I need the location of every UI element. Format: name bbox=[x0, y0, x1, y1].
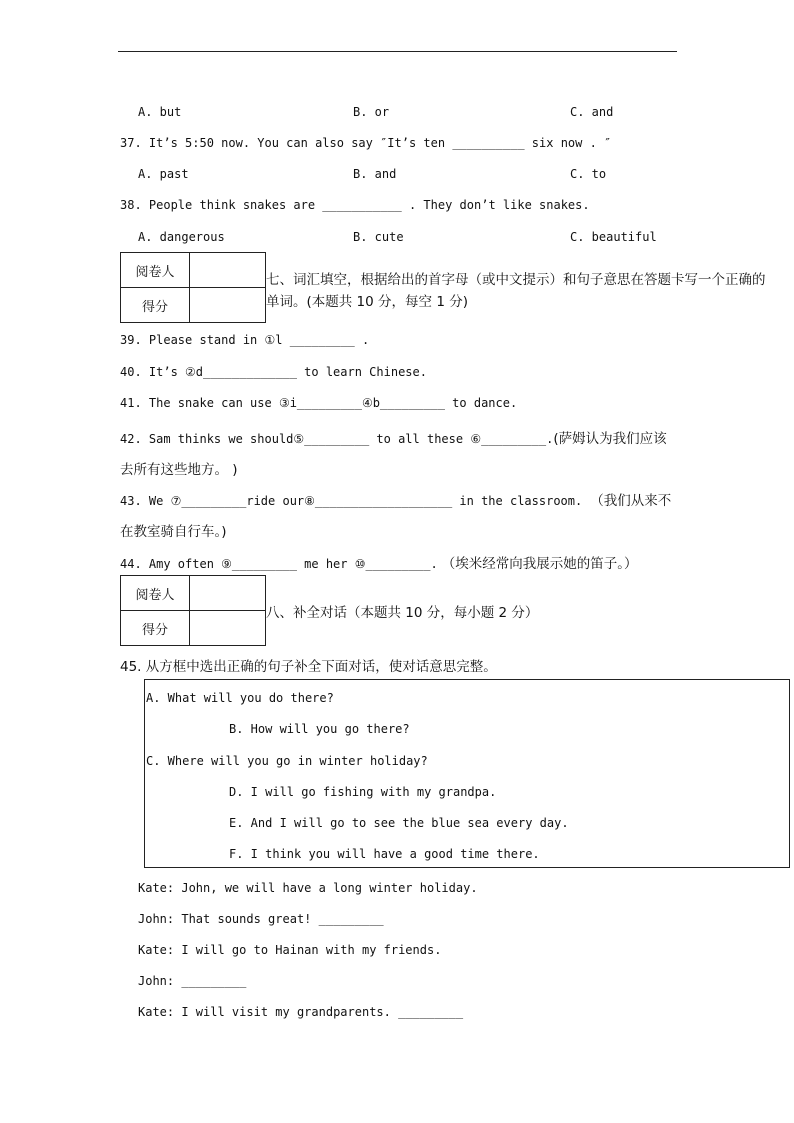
dialogue-line-1: Kate: John, we will have a long winter holiday. bbox=[138, 881, 478, 895]
q43-chinese-part1: （我们从来不 bbox=[590, 493, 672, 509]
q44-question bbox=[120, 552, 637, 572]
section7-title-line2: 单词。(本题共 10 分，每空 1 分) bbox=[266, 294, 468, 310]
dialogue-line-2: John: That sounds great! _________ bbox=[138, 912, 384, 926]
grader-field[interactable] bbox=[190, 253, 266, 288]
q43-question bbox=[120, 489, 671, 509]
q41-question: 41. The snake can use ③i_________④b_________ to dance. bbox=[120, 396, 518, 410]
q44-chinese: （埃米经常向我展示她的笛子。） bbox=[441, 556, 638, 572]
dialogue-line-4: John: _________ bbox=[138, 974, 247, 988]
q44-english: 44. Amy often ⑨_________ me her ⑩_________. bbox=[120, 557, 438, 571]
header-rule bbox=[118, 51, 677, 52]
dialogue-line-3: Kate: I will go to Hainan with my friends. bbox=[138, 943, 442, 957]
q45-options-box bbox=[144, 679, 790, 868]
q37-question: 37. It’s 5:50 now. You can also say ″It’s ten __________ six now . ″ bbox=[120, 136, 612, 150]
dialogue-line-5: Kate: I will visit my grandparents. _________ bbox=[138, 1005, 464, 1019]
q36-option-c: C. and bbox=[570, 105, 614, 119]
q43-chinese-part2: 在教室骑自行车。) bbox=[120, 524, 227, 540]
q38-option-a: A. dangerous bbox=[138, 230, 225, 244]
q45-option-d: D. I will go fishing with my grandpa. bbox=[229, 785, 497, 799]
q37-option-c: C. to bbox=[570, 167, 607, 181]
score-field[interactable] bbox=[190, 288, 266, 323]
q45-option-f: F. I think you will have a good time there. bbox=[229, 847, 540, 861]
grader-field[interactable] bbox=[190, 576, 266, 611]
score-label: 得分 bbox=[121, 288, 190, 323]
q37-option-a: A. past bbox=[138, 167, 189, 181]
q39-question: 39. Please stand in ①l _________ . bbox=[120, 333, 370, 347]
grader-label: 阅卷人 bbox=[121, 253, 190, 288]
q36-option-a: A. but bbox=[138, 105, 182, 119]
q45-option-c: C. Where will you go in winter holiday? bbox=[146, 754, 428, 768]
q40-question: 40. It’s ②d_____________ to learn Chinese. bbox=[120, 365, 427, 379]
q38-question: 38. People think snakes are ___________ . They don’t like snakes. bbox=[120, 198, 590, 212]
q38-option-b: B. cute bbox=[353, 230, 404, 244]
score-label: 得分 bbox=[121, 611, 190, 646]
section7-score-table bbox=[120, 252, 266, 323]
q42-chinese-part1: (萨姆认为我们应该 bbox=[553, 431, 667, 447]
q42-english: 42. Sam thinks we should⑤_________ to all these ⑥_________. bbox=[120, 432, 554, 446]
section8-score-table bbox=[120, 575, 266, 646]
q36-option-b: B. or bbox=[353, 105, 390, 119]
q45-instruction: 45. 从方框中选出正确的句子补全下面对话，使对话意思完整。 bbox=[120, 659, 497, 675]
section8-title: 八、补全对话（本题共 10 分，每小题 2 分） bbox=[266, 605, 539, 621]
q45-option-e: E. And I will go to see the blue sea every day. bbox=[229, 816, 569, 830]
q45-option-a: A. What will you do there? bbox=[146, 691, 334, 705]
section7-title-line1: 七、词汇填空，根据给出的首字母（或中文提示）和句子意思在答题卡写一个正确的 bbox=[266, 272, 766, 288]
q38-option-c: C. beautiful bbox=[570, 230, 657, 244]
q42-question bbox=[120, 427, 667, 447]
q37-option-b: B. and bbox=[353, 167, 397, 181]
q42-chinese-part2: 去所有这些地方。 ) bbox=[120, 462, 238, 478]
grader-label: 阅卷人 bbox=[121, 576, 190, 611]
q45-option-b: B. How will you go there? bbox=[229, 722, 410, 736]
q43-english: 43. We ⑦_________ride our⑧___________________ in the classroom. bbox=[120, 494, 583, 508]
score-field[interactable] bbox=[190, 611, 266, 646]
